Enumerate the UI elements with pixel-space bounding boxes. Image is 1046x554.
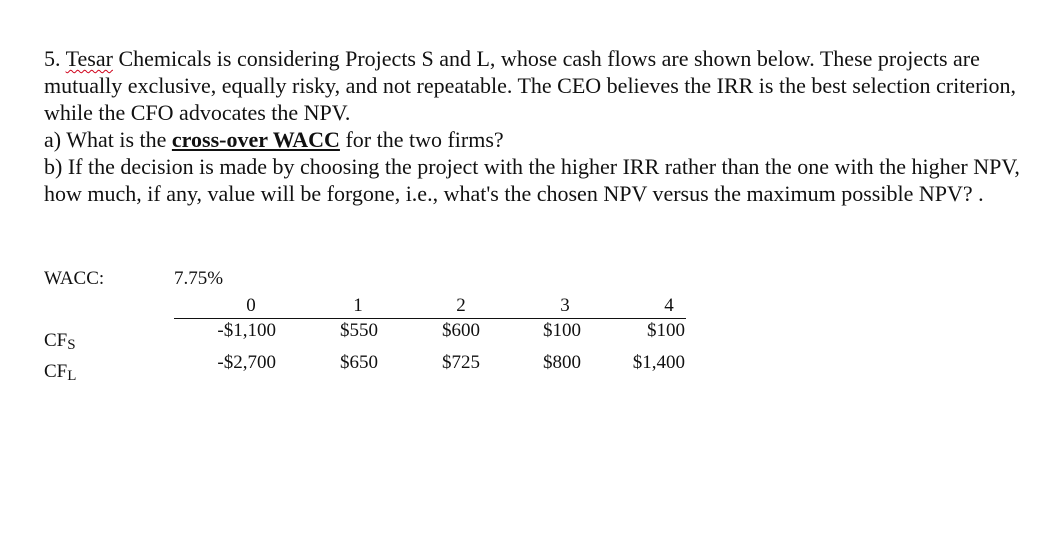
problem-intro-text: Chemicals is considering Projects S and L, whose cash flows are shown below. These projects are mutually exclusive, equally risky, and not repeatable. The CEO believes the IRR is the best selection criterion, while the CFO advocates the NPV. [44, 46, 1017, 125]
problem-number: 5. [44, 46, 61, 71]
table-cell: $725 [442, 352, 480, 373]
year-header: 1 [353, 295, 363, 316]
year-header: 3 [560, 295, 570, 316]
question-b: b) If the decision is made by choosing the project with the higher IRR rather than the one with the higher NPV, how much, if any, value will be forgone, i.e., what's the chosen NPV versus the maximum possible NPV? . [44, 154, 1020, 206]
row-label-cfl: CFL [44, 361, 77, 384]
table-cell: -$2,700 [217, 352, 276, 373]
question-a-emphasis: cross-over WACC [171, 127, 340, 152]
table-cell: -$1,100 [217, 320, 276, 341]
table-cell: $650 [340, 352, 378, 373]
table-cell: $100 [543, 320, 581, 341]
question-a-prefix: a) What is the [44, 127, 172, 152]
company-name: Tesar [65, 46, 113, 71]
table-cell: $100 [647, 320, 685, 341]
table-cell: $800 [543, 352, 581, 373]
wacc-label: WACC: [44, 268, 105, 289]
table-cell: $1,400 [632, 352, 685, 373]
question-a-suffix: for the two firms? [339, 127, 504, 152]
row-label-cfs: CFS [44, 330, 76, 353]
year-header: 4 [664, 295, 674, 316]
year-header: 0 [246, 295, 256, 316]
header-rule [174, 318, 686, 319]
wacc-value: 7.75% [174, 268, 224, 289]
year-header: 2 [456, 295, 466, 316]
table-cell: $550 [340, 320, 378, 341]
table-cell: $600 [442, 320, 480, 341]
